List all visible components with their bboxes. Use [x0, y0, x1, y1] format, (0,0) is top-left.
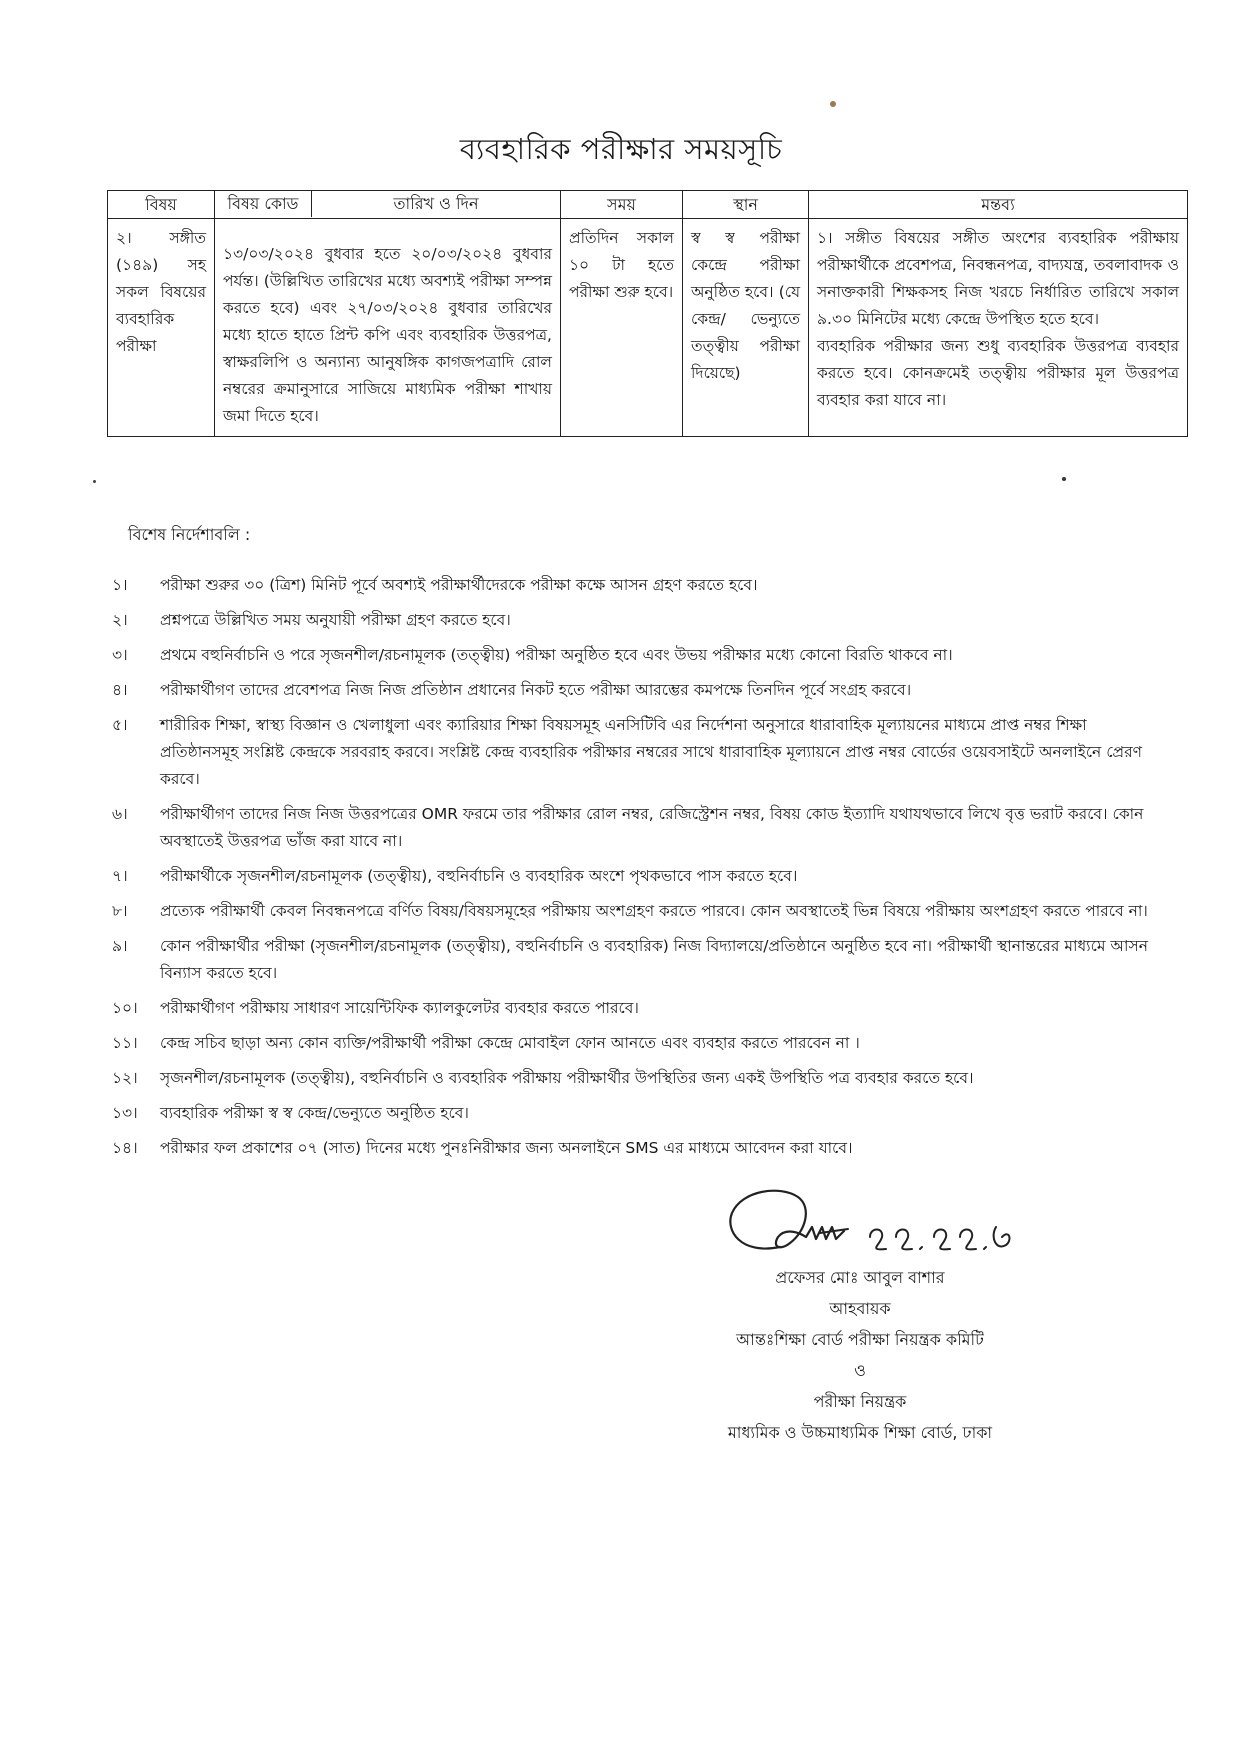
signatory-conjunction: ও: [854, 1361, 866, 1380]
cell-venue: স্ব স্ব পরীক্ষা কেন্দ্রে পরীক্ষা অনুষ্ঠিত হবে। (যে কেন্দ্র/ ভেন্যুতে তত্ত্বীয় পরীক্ষা দিয়েছে): [683, 219, 809, 437]
signatory-name: প্রফেসর মোঃ আবুল বাশার: [775, 1268, 945, 1287]
list-item: [112, 863, 1152, 890]
cell-subject: ২। সঙ্গীত (১৪৯) সহ সকল বিষয়ের ব্যবহারিক পরীক্ষা: [108, 219, 215, 437]
note-number: ১১।: [112, 1034, 138, 1052]
note-text: সৃজনশীল/রচনামূলক (তত্ত্বীয়), বহুনির্বাচনি ও ব্যবহারিক পরীক্ষায় পরীক্ষার্থীর উপস্থিতির জন্য একই উপস্থিতি পত্র ব্যবহার করতে হবে।: [160, 1069, 974, 1087]
note-number: ৪।: [112, 681, 128, 699]
note-text: পরীক্ষার্থীগণ তাদের প্রবেশপত্র নিজ নিজ প্রতিষ্ঠান প্রধানের নিকট হতে পরীক্ষা আরম্ভের কমপক্ষে তিনদিন পূর্বে সংগ্রহ করবে।: [160, 681, 912, 699]
notes-list: [112, 572, 1152, 1170]
list-item: [112, 712, 1152, 793]
signatory-role: আহবায়ক: [829, 1299, 891, 1318]
note-number: ১০।: [112, 999, 138, 1017]
list-item: [112, 898, 1152, 925]
note-text: প্রশ্নপত্রে উল্লিখিত সময় অনুযায়ী পরীক্ষা গ্রহণ করতে হবে।: [160, 611, 511, 629]
table-header-row: [108, 191, 1188, 219]
list-item: [112, 933, 1152, 987]
cell-time: প্রতিদিন সকাল ১০ টা হতে পরীক্ষা শুরু হবে।: [561, 219, 683, 437]
note-text: পরীক্ষার্থীগণ তাদের নিজ নিজ উত্তরপত্রের OMR ফরমে তার পরীক্ষার রোল নম্বর, রেজিস্ট্রেশন নম্বর, বিষয় কোড ইত্যাদি যথাযথভাবে লিখে বৃত্ত ভরাট করবে। কোন অবস্থাতেই উত্তরপত্র ভাঁজ করা যাবে না।: [160, 805, 1144, 850]
scan-speck: [830, 101, 836, 107]
header-venue: স্থান: [683, 191, 809, 219]
list-item: [112, 1030, 1152, 1057]
note-text: শারীরিক শিক্ষা, স্বাস্থ্য বিজ্ঞান ও খেলাধুলা এবং ক্যারিয়ার শিক্ষা বিষয়সমূহ এনসিটিবি এর নির্দেশনা অনুসারে ধারাবাহিক মূল্যায়নের মাধ্যমে প্রাপ্ত নম্বর শিক্ষা প্রতিষ্ঠানসমূহ সংশ্লিষ্ট কেন্দ্রকে সরবরাহ করবে। সংশ্লিষ্ট কেন্দ্র ব্যবহারিক পরীক্ষার নম্বরের সাথে ধারাবাহিক মূল্যায়নে প্রাপ্ত নম্বর বোর্ডের ওয়েবসাইটে অনলাইনে প্রেরণ করবে।: [160, 716, 1142, 788]
signatory-position: পরীক্ষা নিয়ন্ত্রক: [813, 1392, 907, 1411]
note-text: প্রথমে বহুনির্বাচনি ও পরে সৃজনশীল/রচনামূলক (তত্ত্বীয়) পরীক্ষা অনুষ্ঠিত হবে এবং উভয় পরীক্ষার মধ্যে কোনো বিরতি থাকবে না।: [160, 646, 953, 664]
note-number: ৮।: [112, 902, 128, 920]
remark-1: ১। সঙ্গীত বিষয়ের সঙ্গীত অংশের ব্যবহারিক পরীক্ষায় পরীক্ষার্থীকে প্রবেশপত্র, নিবন্ধনপত্র, বাদ্যযন্ত্র, তবলাবাদক ও সনাক্তকারী শিক্ষকসহ নিজ খরচে নির্ধারিত তারিখে সকাল ৯.৩০ মিনিটের মধ্যে কেন্দ্রে উপস্থিত হতে হবে।: [817, 229, 1179, 328]
signatory-block: [660, 1262, 1060, 1448]
handwritten-signature: [720, 1185, 1080, 1265]
note-number: ২।: [112, 611, 128, 629]
note-number: ৫।: [112, 716, 128, 734]
note-text: কোন পরীক্ষার্থীর পরীক্ষা (সৃজনশীল/রচনামূলক (তত্ত্বীয়), বহুনির্বাচনি ও ব্যবহারিক) নিজ বিদ্যালয়ে/প্রতিষ্ঠানে অনুষ্ঠিত হবে না। পরীক্ষার্থী স্থানান্তরের মাধ্যমে আসন বিন্যাস করতে হবে।: [160, 937, 1148, 982]
note-text: প্রত্যেক পরীক্ষার্থী কেবল নিবন্ধনপত্রে বর্ণিত বিষয়/বিষয়সমূহের পরীক্ষায় অংশগ্রহণ করতে পারবে। কোন অবস্থাতেই ভিন্ন বিষয়ে পরীক্ষায় অংশগ্রহণ করতে পারবে না।: [160, 902, 1148, 920]
note-number: ৯।: [112, 937, 128, 955]
signatory-committee: আন্তঃশিক্ষা বোর্ড পরীক্ষা নিয়ন্ত্রক কমিটি: [736, 1330, 984, 1349]
header-remarks: মন্তব্য: [809, 191, 1188, 219]
note-number: ১৩।: [112, 1104, 138, 1122]
remark-2: ব্যবহারিক পরীক্ষার জন্য শুধু ব্যবহারিক উত্তরপত্র ব্যবহার করতে হবে। কোনক্রমেই তত্ত্বীয় পরীক্ষার মূল উত্তরপত্র ব্যবহার করা যাবে না।: [817, 337, 1179, 409]
table-row: [108, 219, 1188, 437]
cell-date: ১৩/০৩/২০২৪ বুধবার হতে ২০/০৩/২০২৪ বুধবার পর্যন্ত। (উল্লিখিত তারিখের মধ্যে অবশ্যই পরীক্ষা সম্পন্ন করতে হবে) এবং ২৭/০৩/২০২৪ বুধবার তারিখের মধ্যে হাতে হাতে প্রিন্ট কপি এবং ব্যবহারিক উত্তরপত্র, স্বাক্ষরলিপি ও অন্যান্য আনুষঙ্গিক কাগজপত্রাদি রোল নম্বরের ক্রমানুসারে সাজিয়ে মাধ্যমিক পরীক্ষা শাখায় জমা দিতে হবে।: [215, 219, 561, 437]
list-item: [112, 677, 1152, 704]
note-number: ৭।: [112, 867, 128, 885]
scan-speck: [93, 480, 96, 483]
scan-speck: [1062, 477, 1066, 481]
schedule-table: [107, 190, 1188, 437]
list-item: [112, 1100, 1152, 1127]
note-number: ৬।: [112, 805, 128, 823]
note-number: ১২।: [112, 1069, 138, 1087]
note-number: ১।: [112, 576, 128, 594]
list-item: [112, 642, 1152, 669]
signatory-board: মাধ্যমিক ও উচ্চমাধ্যমিক শিক্ষা বোর্ড, ঢাকা: [727, 1423, 993, 1442]
list-item: [112, 607, 1152, 634]
page-title: ব্যবহারিক পরীক্ষার সময়সূচি: [459, 132, 783, 167]
note-text: ব্যবহারিক পরীক্ষা স্ব স্ব কেন্দ্র/ভেন্যুতে অনুষ্ঠিত হবে।: [160, 1104, 469, 1122]
header-code: বিষয় কোড: [215, 191, 312, 217]
note-text: কেন্দ্র সচিব ছাড়া অন্য কোন ব্যক্তি/পরীক্ষার্থী পরীক্ষা কেন্দ্রে মোবাইল ফোন আনতে এবং ব্যবহার করতে পারবেন না ।: [160, 1034, 860, 1052]
note-text: পরীক্ষা শুরুর ৩০ (ত্রিশ) মিনিট পূর্বে অবশ্যই পরীক্ষার্থীদেরকে পরীক্ষা কক্ষে আসন গ্রহণ করতে হবে।: [160, 576, 758, 594]
list-item: [112, 801, 1152, 855]
note-text: পরীক্ষার্থীগণ পরীক্ষায় সাধারণ সায়েন্টিফিক ক্যালকুলেটর ব্যবহার করতে পারবে।: [160, 999, 639, 1017]
header-subject: বিষয়: [108, 191, 215, 219]
list-item: [112, 1135, 1152, 1162]
header-date: তারিখ ও দিন: [393, 194, 479, 213]
list-item: [112, 572, 1152, 599]
notes-heading: বিশেষ নির্দেশাবলি :: [128, 525, 251, 544]
note-text: পরীক্ষার ফল প্রকাশের ০৭ (সাত) দিনের মধ্যে পুনঃনিরীক্ষার জন্য অনলাইনে SMS এর মাধ্যমে আবেদন করা যাবে।: [160, 1139, 853, 1157]
note-text: পরীক্ষার্থীকে সৃজনশীল/রচনামূলক (তত্ত্বীয়), বহুনির্বাচনি ও ব্যবহারিক অংশে পৃথকভাবে পাস করতে হবে।: [160, 867, 798, 885]
header-time: সময়: [561, 191, 683, 219]
list-item: [112, 995, 1152, 1022]
cell-remarks: [809, 219, 1188, 437]
list-item: [112, 1065, 1152, 1092]
note-number: ১৪।: [112, 1139, 138, 1157]
note-number: ৩।: [112, 646, 128, 664]
header-code-date: [215, 191, 561, 219]
